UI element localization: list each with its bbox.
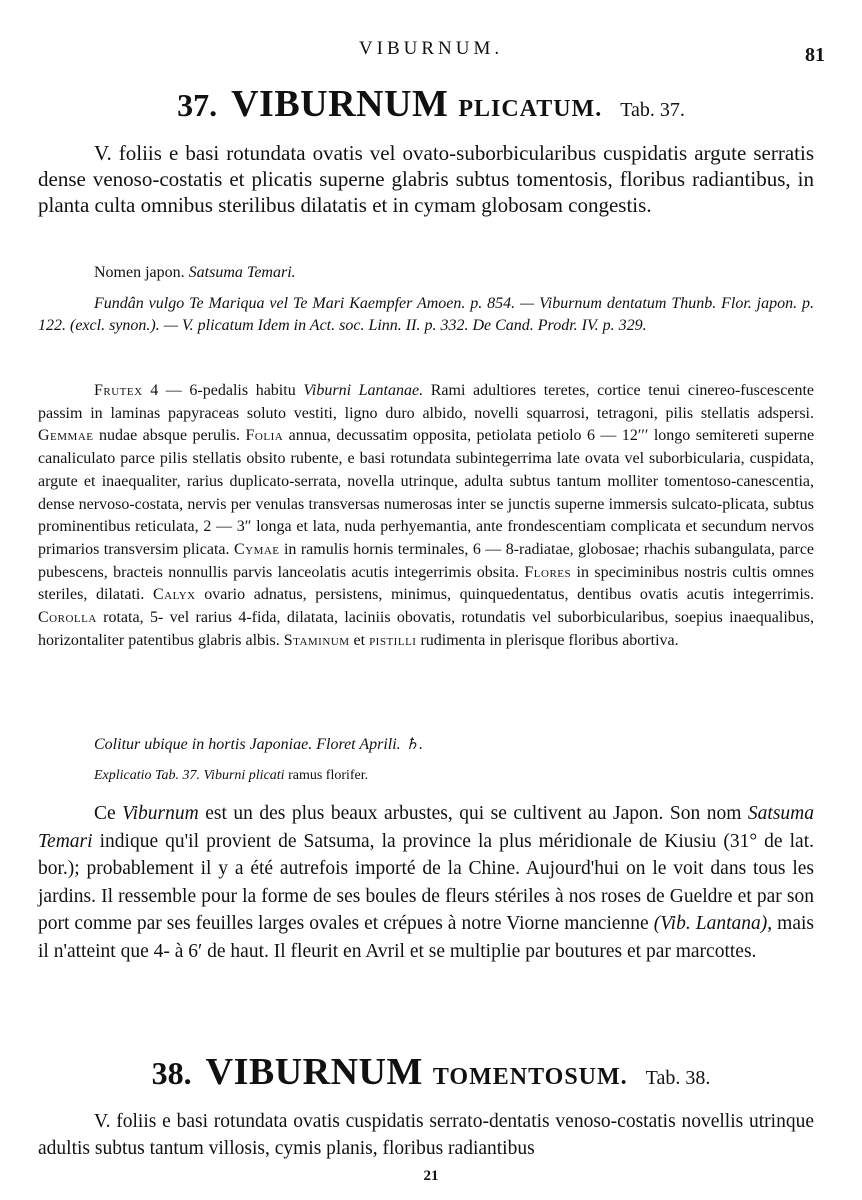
frutex-label: Frutex — [94, 382, 143, 399]
page-number: 81 — [805, 44, 825, 66]
french-part-4: mais il n'atteint que 4- à 6′ de haut. Il fleurit en Avril et se multiplie par boutures et par marcottes. — [38, 913, 815, 962]
explicatio-italic: Viburni plicati — [203, 768, 285, 783]
french-italic-2: Satsuma Temari — [38, 803, 814, 852]
corolla-text: rotata, 5- vel rarius 4-fida, dilatata, laciniis obovatis, rotundatis vel suborbicularibus, soepius inaequalibus, horizontaliter patentibus glabris albis. — [38, 609, 815, 649]
french-part-1: Ce — [94, 803, 116, 824]
diagnosis-text: V. foliis e basi rotundata ovatis cuspidatis serrato-dentatis venoso-costatis novellis utrinque adultis subtus tantum villosis, cymis planis, floribus radiantibus — [38, 1111, 814, 1159]
gemmae-text: nudae absque perulis. — [98, 427, 241, 445]
synonymy — [38, 293, 814, 337]
folia-label: Folia — [245, 427, 284, 445]
corolla-label: Corolla — [38, 609, 97, 627]
cultivation-note: Colitur ubique in hortis Japoniae. Floret Aprili. ♄. — [94, 736, 424, 753]
staminum-label: Staminum — [283, 631, 350, 649]
flores-text: in speciminibus nostris cultis omnes steriles, dilatati. — [38, 563, 815, 604]
japanese-name — [94, 262, 814, 284]
calyx-text: ovario adnatus, persistens, minimus, quinquedentatus, dentibus ovatis acutis integerrimis. — [204, 586, 815, 604]
cymae-text: in ramulis hornis terminales, 6 — 8-radiatae, globosae; rhachis subangulata, parce pubescens, bracteis nonnullis parvis lanceolatis acutis integerrimis obsita. — [38, 540, 815, 581]
nomen-label: Nomen japon. — [94, 264, 185, 281]
calyx-label: Calyx — [153, 586, 196, 604]
rami-text: Rami adultiores teretes, cortice tenui cinereo-fuscescente passim in laminas papyraceas soluto vestiti, ligno duro albido, novelli squarrosi, tetragoni, pilis stellatis adspersi. — [38, 382, 815, 422]
diagnosis-text: V. foliis e basi rotundata ovatis vel ovato-suborbicularibus cuspidatis argute serratis dense venoso-costatis et plicatis superne glabris subtus tomentosis, floribus radiantibus, in planta culta omnibus sterilibus dilatatis et in cymam globosam congestis. — [38, 141, 814, 217]
latin-description — [38, 380, 814, 652]
pistilli-label: pistilli — [369, 631, 417, 649]
running-head: VIBURNUM. — [358, 38, 504, 59]
staminum-text: rudimenta in plerisque floribus abortiva. — [420, 631, 679, 649]
description-paragraph — [38, 380, 814, 652]
plate-reference: Tab. 38. — [645, 1067, 711, 1089]
flores-label: Flores — [524, 563, 572, 581]
french-paragraph — [38, 800, 814, 965]
gemmae-label: Gemmae — [38, 427, 94, 445]
french-commentary — [38, 800, 814, 965]
species-number: 37. — [177, 87, 218, 123]
french-part-2: est un des plus beaux arbustes, qui se cultivent au Japon. Son nom — [205, 803, 742, 824]
species-heading-37 — [0, 82, 862, 126]
explicatio-text: ramus florifer. — [288, 768, 369, 783]
frutex-text: 4 — 6-pedalis habitu — [150, 382, 296, 399]
plate-reference: Tab. 37. — [620, 99, 685, 121]
latin-diagnosis-38 — [38, 1108, 814, 1162]
signature-mark: 21 — [423, 1168, 439, 1184]
et-text: et — [353, 631, 366, 649]
french-italic-1: Viburnum — [122, 803, 199, 824]
explicatio-label: Explicatio Tab. 37. — [94, 768, 201, 783]
species-number: 38. — [151, 1055, 192, 1091]
frutex-italic: Viburni Lantanae. — [303, 382, 424, 399]
french-italic-3: (Vib. Lantana), — [653, 913, 773, 934]
french-part-3: indique qu'il provient de Satsuma, la province la plus méridionale de Kiusiu (31° de lat. bor.); probablement il y a été autrefois importé de la Chine. Aujourd'hui on le voit dans tous les jardins. Il ressemble pour la forme de ses boules de fleurs stériles à nos roses de Gueldre et par son port comme par ses feuilles larges ovales et crépues à notre Viorne mancienne — [38, 830, 814, 934]
folia-text: annua, decussatim opposita, petiolata petiolo 6 — 12′′′ longo semitereti superne canaliculato parce pilis stellatis obsito rubente, e basi rotundata subintegerrima late ovata vel suborbicularia, cuspidata, argute et inaequaliter, rarius duplicato-serrata, novella utrinque, adulta subtus tantum molliter tomentoso-canescentia, dense nervoso-costata, nervis per venulas transversas numerosas inter se junctis superne immersis sulcato-plicata, subtus prominentibus reticulata, 2 — 3″ longa et lata, nuda perhyemantia, ante frondescentiam complicata et secundum nervos primarios transversim plicata. — [38, 427, 815, 558]
cymae-label: Cymae — [233, 540, 280, 558]
plate-explanation — [94, 766, 814, 786]
latin-diagnosis-37 — [38, 140, 814, 218]
species-heading-38 — [0, 1050, 862, 1094]
species-epithet: PLICATUM. — [458, 96, 603, 122]
synonymy-text: Fundân vulgo Te Mariqua vel Te Mari Kaempfer Amoen. p. 854. — Viburnum dentatum Thunb. Flor. japon. p. 122. (excl. synon.). — V. plicatum Idem in Act. soc. Linn. II. p. 332. De Cand. Prodr. IV. p. 329. — [38, 295, 814, 334]
species-genus: VIBURNUM — [205, 1051, 423, 1093]
species-genus: VIBURNUM — [231, 83, 449, 125]
nomen-value: Satsuma Temari. — [188, 264, 296, 281]
species-epithet: TOMENTOSUM. — [432, 1064, 628, 1090]
